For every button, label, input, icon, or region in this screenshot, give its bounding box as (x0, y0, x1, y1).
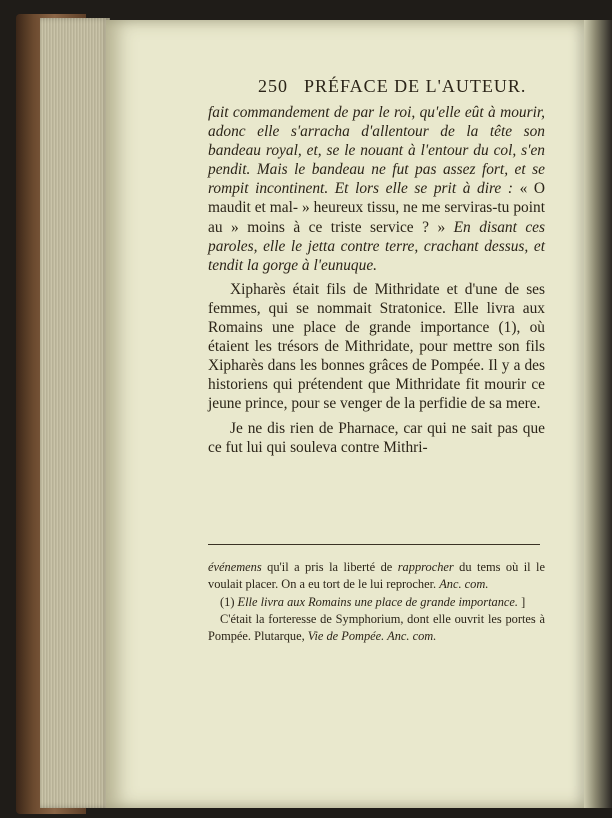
footnotes (208, 559, 545, 645)
note-source: Anc. com. (439, 577, 489, 592)
running-title: PRÉFACE DE L'AUTEUR. (304, 76, 527, 96)
footnote-continued (208, 559, 545, 594)
quote-line: paroles, elle le jetta contre terre, crachant (208, 237, 479, 255)
note-bracket: ] (518, 594, 526, 609)
direct-speech: » moins à ce triste service ? » (231, 218, 446, 236)
page-edges (40, 18, 110, 808)
note-marker: (1) (220, 594, 238, 609)
quote-paragraph (208, 103, 545, 275)
quote-line: la tête son bandeau royal, et, se le nouant à (208, 123, 545, 160)
note-term: rapprocher (397, 560, 454, 574)
quote-line: Et lors elle se prit à dire : (334, 180, 513, 198)
direct-speech: » heureux tissu, ne me serviras-tu point au (208, 199, 545, 236)
note-text: C'était la forteresse de Symphorium, dont elle ouvrit les portes à Pompée. Plutarque, (208, 611, 545, 644)
quote-line: l'entour du col, s'en pendit. Mais le bandeau (208, 142, 545, 179)
direct-speech: « O maudit et mal- (208, 180, 545, 217)
footnote-1-comment (208, 611, 545, 646)
quote-line: à mourir, adonc elle s'arracha d'allentour de (208, 104, 545, 141)
quote-line: dessus, et tendit la gorge à l'eunuque. (208, 237, 545, 274)
note-source: Vie de Pompée. Anc. com. (307, 629, 437, 644)
footnote-1 (208, 594, 545, 611)
quote-line: fait commandement de par le roi, qu'elle eût (208, 104, 484, 121)
running-header (258, 76, 548, 97)
main-text (208, 103, 545, 457)
facing-page-edge (584, 20, 612, 808)
note-text: qu'il a pris la liberté de (261, 560, 398, 574)
quote-line: En disant ces (445, 218, 545, 236)
page-number: 250 (258, 76, 288, 96)
paragraph-xiphares: Xipharès était fils de Mithridate et d'une de ses femmes, qui se nommait Stratonice. Elle livra aux Romains une place de grande importance (1), où étaient les trésors de Mithridate, pour mettre son fils Xipharès dans les bonnes grâces de Pompée. Il y a des historiens qui prétendent que Mithridate fit mourir ce jeune prince, pour se venger de la perfidie de sa mere. (208, 280, 545, 413)
note-text: du tems où il le voulait placer. On a eu tort de le lui reprocher. (208, 560, 546, 592)
paragraph-pharnace: Je ne dis rien de Pharnace, car qui ne sait pas que ce fut lui qui souleva contre Mithri- (208, 419, 545, 456)
quote-line: ne fut pas assez fort, et se rompit incontinent. (208, 161, 545, 198)
footnote-rule (208, 544, 540, 545)
note-quote: Elle livra aux Romains une place de grande importance. (237, 594, 518, 609)
note-term: événemens (208, 560, 262, 574)
